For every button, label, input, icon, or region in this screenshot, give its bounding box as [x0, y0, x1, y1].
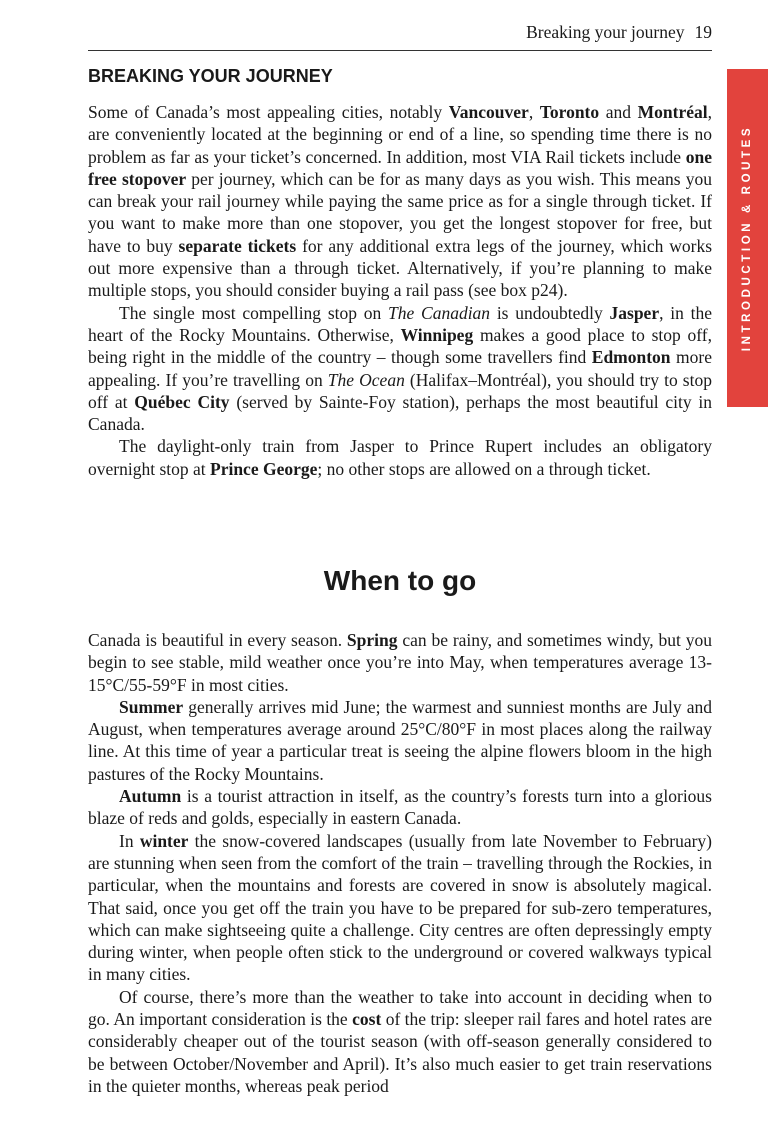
breaking-paragraph-2: [88, 302, 712, 436]
section-when-body: [88, 629, 712, 1097]
place-prince-george: Prince George: [210, 458, 318, 479]
place-montreal: Montréal: [637, 102, 708, 122]
section-breaking-body: [88, 101, 712, 480]
text-run: more appealing. If you’re travelling on: [88, 347, 712, 390]
train-the-canadian: The Canadian: [388, 302, 491, 323]
place-winnipeg: Winnipeg: [400, 324, 474, 345]
text-run: ,: [528, 102, 540, 122]
text-run: generally arrives mid June; the warmest and sunniest months are July and August, when temperatures average around 25°C/80°F in most places along the railway line. At this time of year a particular treat is seeing the alpine flowers bloom in the high pastures of the Rocky Mountains.: [88, 696, 712, 784]
text-run: per journey, which can be for as many days as you wish. This means you can break your rail journey while paying the same price as for a single through ticket. If you want to make more than one stopover, you get the longest stopover for free, but have to buy: [88, 168, 712, 256]
text-run: , in the heart of the Rocky Mountains. Otherwise,: [88, 302, 712, 345]
train-the-ocean: The Ocean: [327, 369, 405, 390]
text-run: In: [119, 830, 140, 851]
text-run: and: [599, 102, 638, 122]
section-heading: BREAKING YOUR JOURNEY: [88, 66, 333, 86]
term-separate-tickets: separate tickets: [178, 235, 297, 256]
when-paragraph-2: [88, 696, 712, 785]
text-run: Canada is beautiful in every season.: [88, 630, 347, 650]
page-number: 19: [694, 22, 712, 42]
season-autumn: Autumn: [119, 786, 182, 807]
season-summer: Summer: [119, 696, 184, 717]
text-run: , are conveniently located at the beginning or end of a line, so spending time there is no problem as far as your ticket’s concerned. In addition, most VIA Rail tickets include: [88, 102, 712, 167]
text-run: of the trip: sleeper rail fares and hotel rates are considerably cheaper out of the tourist season (with off-season generally considered to be between October/November and April). It’s also much easier to get train reservations in the quieter months, whereas peak period: [88, 1009, 713, 1096]
term-free-stopover: one free stopover: [88, 146, 712, 189]
when-paragraph-4: [88, 830, 712, 986]
place-quebec-city: Québec City: [134, 391, 230, 412]
season-spring: Spring: [346, 630, 398, 650]
running-head: [88, 20, 712, 44]
text-run: the snow-covered landscapes (usually from late November to February) are stunning when seen from the comfort of the train – travelling through the Rockies, in particular, when the mountains and forests are covered in snow is absolutely magical. That said, once you get off the train you have to be prepared for sub-zero temperatures, which can make sightseeing quite a challenge. City centres are often depressingly empty during winter, when people often stick to the underground or covered walkways typical in many cities.: [88, 830, 712, 985]
side-tab-label: INTRODUCTION & ROUTES: [741, 124, 754, 352]
text-run: The single most compelling stop on: [119, 302, 389, 323]
text-run: Of course, there’s more than the weather to take into account in deciding when to go. An important consideration is the: [88, 986, 712, 1030]
running-head-title: Breaking your journey: [526, 22, 685, 42]
header-rule: [88, 50, 712, 51]
place-jasper: Jasper: [609, 302, 660, 323]
text-run: (served by Sainte-Foy station), perhaps the most beautiful city in Canada.: [88, 391, 712, 435]
text-run: is undoubtedly: [490, 302, 610, 323]
text-run: (Halifax–Montréal), you should try to stop off at: [88, 369, 712, 412]
when-paragraph-1: [88, 629, 712, 696]
text-run: for any additional extra legs of the journey, which works out more expensive than a through ticket. Alternatively, if you’re planning to make multiple stops, you should consider buying a rail pass (see box p24).: [88, 235, 713, 301]
when-paragraph-5: [88, 986, 712, 1097]
when-paragraph-3: [88, 785, 712, 830]
place-edmonton: Edmonton: [591, 347, 671, 368]
text-run: The daylight-only train from Jasper to Prince Rupert includes an obligatory overnight stop at: [88, 436, 712, 479]
season-winter: winter: [139, 830, 189, 851]
chapter-title: When to go: [323, 565, 477, 596]
text-run: is a tourist attraction in itself, as the country’s forests turn into a glorious blaze of reds and golds, especially in eastern Canada.: [88, 786, 712, 829]
text-run: Some of Canada’s most appealing cities, notably: [88, 102, 449, 122]
term-cost: cost: [352, 1009, 382, 1030]
place-vancouver: Vancouver: [448, 102, 529, 122]
text-run: can be rainy, and sometimes windy, but you begin to see stable, mild weather once you’re into May, when temperatures average 13-15°C/55-59°F in most cities.: [88, 630, 712, 695]
place-toronto: Toronto: [539, 102, 600, 122]
text-run: makes a good place to stop off, being right in the middle of the country – though some travellers find: [88, 324, 712, 368]
section-side-tab: [727, 69, 768, 407]
breaking-paragraph-3: [88, 435, 712, 480]
text-run: ; no other stops are allowed on a through ticket.: [317, 458, 651, 479]
breaking-paragraph-1: [88, 101, 712, 302]
